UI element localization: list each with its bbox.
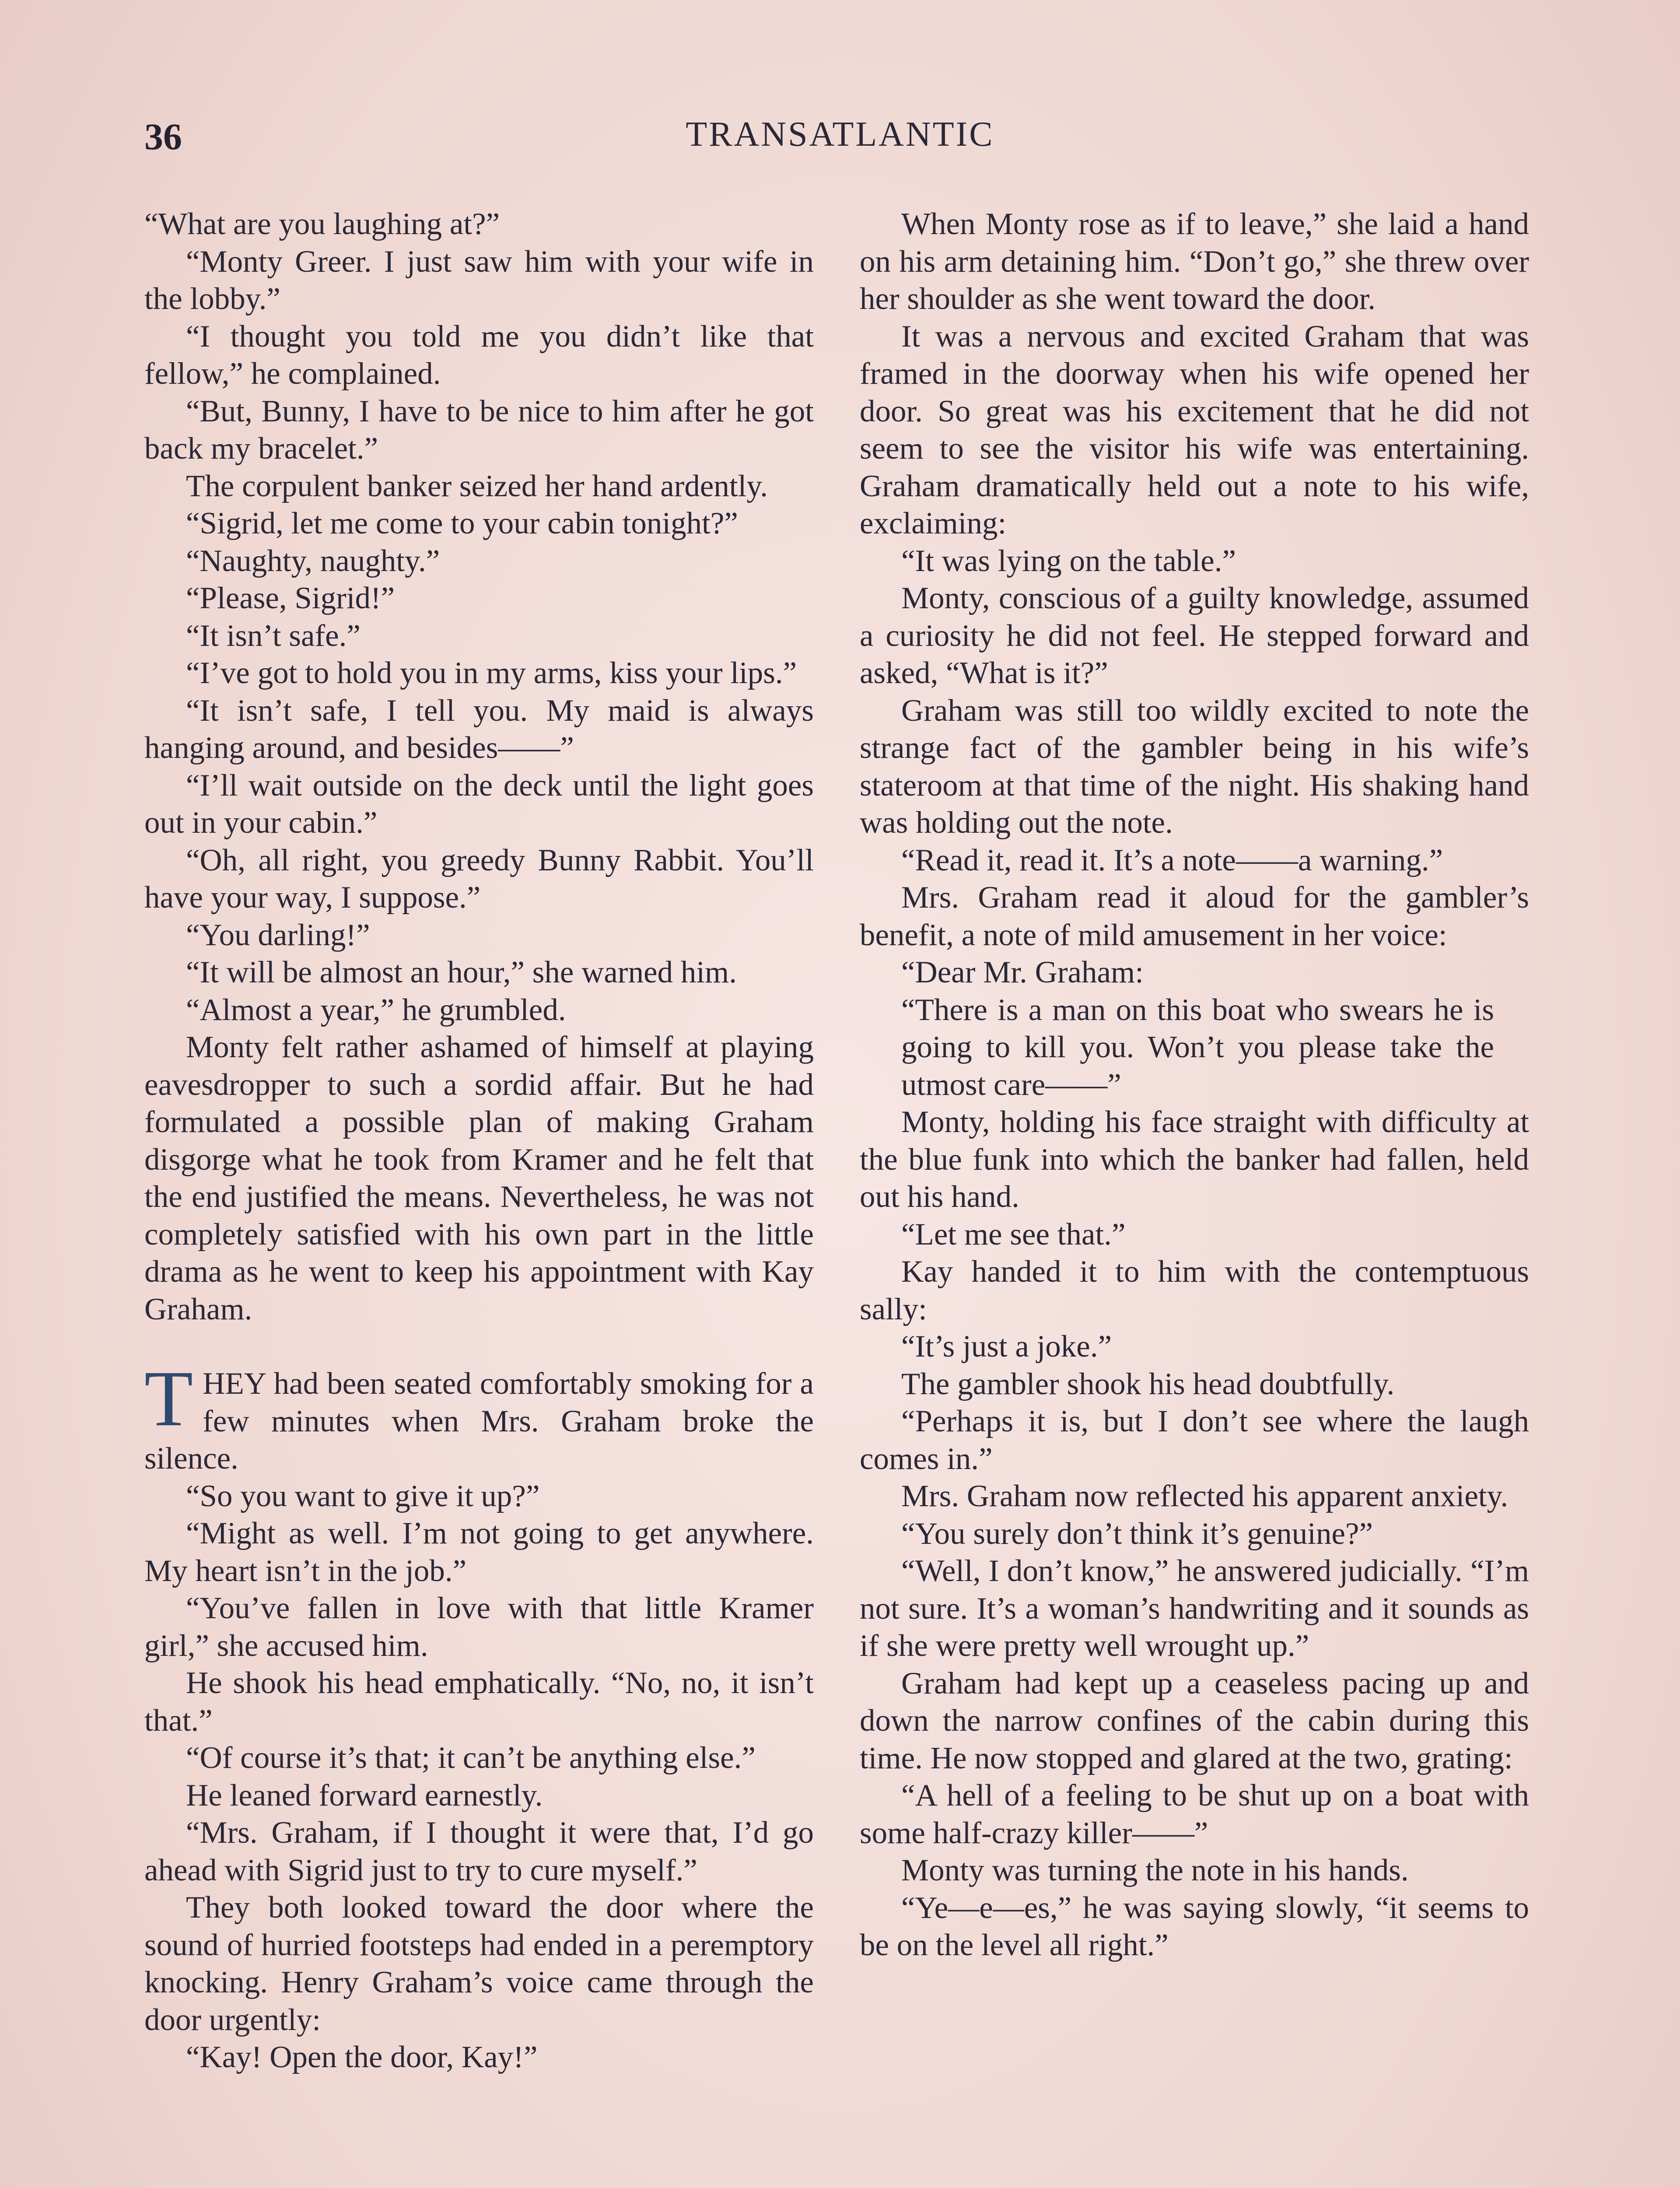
paragraph: When Monty rose as if to leave,” she laid a hand on his arm detaining him. “Don’t go,” she threw over her shoulder as she went toward the door.	[860, 207, 1529, 316]
paragraph: The corpulent banker seized her hand ardently.	[186, 469, 768, 503]
paragraph: Mrs. Graham read it aloud for the gambler’s benefit, a note of mild amusement in her voice:	[860, 880, 1529, 952]
paragraph: “So you want to give it up?”	[186, 1479, 540, 1513]
paragraph: “Let me see that.”	[901, 1217, 1126, 1252]
paragraph: “You darling!”	[186, 918, 370, 952]
paragraph: “Ye—e—es,” he was saying slowly, “it seems to be on the level all right.”	[860, 1890, 1529, 1962]
paragraph: He leaned forward earnestly.	[186, 1778, 543, 1813]
paragraph: “Naughty, naughty.”	[186, 543, 440, 578]
paragraph: “You surely don’t think it’s genuine?”	[901, 1516, 1373, 1551]
paragraph: “Of course it’s that; it can’t be anything else.”	[186, 1741, 756, 1775]
paragraph: Monty, conscious of a guilty knowledge, assumed a curiosity he did not feel. He stepped forward and asked, “What is it?”	[860, 581, 1529, 690]
paragraph: “Oh, all right, you greedy Bunny Rabbit. You’ll have your way, I suppose.”	[144, 843, 814, 915]
paragraph: “Monty Greer. I just saw him with your wife in the lobby.”	[144, 244, 814, 316]
paragraph: Graham was still too wildly excited to note the strange fact of the gambler being in his wife’s stateroom at that time of the night. His shaking hand was holding out the note.	[860, 693, 1529, 840]
paragraph: Monty felt rather ashamed of himself at playing eavesdropper to such a sordid affair. But he had formulated a possible plan of making Graham disgorge what he took from Kramer and he felt that the end justified the means. Nevertheless, he was not completely satisfied with his own part in the little drama as he went to keep his appointment with Kay Graham.	[144, 1030, 814, 1326]
section-opening-paragraph	[144, 1355, 814, 1478]
paragraph: Monty, holding his face straight with difficulty at the blue funk into which the banker had fallen, held out his hand.	[860, 1105, 1529, 1214]
paragraph: “But, Bunny, I have to be nice to him after he got back my bracelet.”	[144, 394, 814, 466]
paragraph: “It was lying on the table.”	[901, 543, 1236, 578]
paragraph: “Sigrid, let me come to your cabin tonight?”	[186, 506, 738, 540]
paragraph: “Well, I don’t know,” he answered judicially. “I’m not sure. It’s a woman’s handwriting and it sounds as if she were pretty well wrought up.”	[860, 1554, 1529, 1663]
paragraph: “Mrs. Graham, if I thought it were that, I’d go ahead with Sigrid just to try to cure myself.”	[144, 1816, 814, 1887]
paragraph: “It isn’t safe.”	[186, 618, 360, 653]
paragraph: “Please, Sigrid!”	[186, 581, 395, 615]
note-body: “There is a man on this boat who swears he is going to kill you. Won’t you please take the utmost care——”	[901, 992, 1494, 1102]
paragraph: “You’ve fallen in love with that little Kramer girl,” she accused him.	[144, 1591, 814, 1663]
running-title: TRANSATLANTIC	[686, 115, 994, 154]
paragraph: “Perhaps it is, but I don’t see where the laugh comes in.”	[860, 1404, 1529, 1476]
left-column	[144, 206, 814, 2076]
paragraph: “It’s just a joke.”	[901, 1329, 1112, 1364]
paragraph: “A hell of a feeling to be shut up on a boat with some half-crazy killer——”	[860, 1778, 1529, 1850]
paragraph: Mrs. Graham now reflected his apparent anxiety.	[901, 1479, 1508, 1513]
paragraph: The gambler shook his head doubtfully.	[901, 1367, 1395, 1401]
paragraph: “What are you laughing at?”	[144, 207, 500, 241]
paragraph: “I’ll wait outside on the deck until the light goes out in your cabin.”	[144, 768, 814, 840]
paragraph: Graham had kept up a ceaseless pacing up and down the narrow confines of the cabin during this time. He now stopped and glared at the two, grating:	[860, 1666, 1529, 1775]
paragraph: “Might as well. I’m not going to get anywhere. My heart isn’t in the job.”	[144, 1516, 814, 1588]
paragraph: Monty was turning the note in his hands.	[901, 1853, 1409, 1887]
paragraph: “It will be almost an hour,” she warned him.	[186, 955, 737, 989]
paragraph: “I’ve got to hold you in my arms, kiss your lips.”	[186, 656, 797, 690]
paragraph: “Kay! Open the door, Kay!”	[186, 2040, 538, 2074]
paragraph: “I thought you told me you didn’t like that fellow,” he complained.	[144, 319, 814, 391]
page-header	[144, 115, 1536, 163]
section-opening-text: HEY had been seated comfortably smoking for a few minutes when Mrs. Graham broke the silence.	[144, 1367, 814, 1476]
paragraph: They both looked toward the door where the sound of hurried footsteps had ended in a peremptory knocking. Henry Graham’s voice came through the door urgently:	[144, 1890, 814, 2037]
paragraph: “Almost a year,” he grumbled.	[186, 992, 566, 1027]
paragraph: He shook his head emphatically. “No, no, it isn’t that.”	[144, 1666, 814, 1738]
right-column	[860, 206, 1529, 1964]
drop-cap: T	[144, 1355, 193, 1443]
page-number: 36	[144, 116, 182, 158]
note-salutation: “Dear Mr. Graham:	[901, 955, 1144, 989]
paragraph: Kay handed it to him with the contemptuous sally:	[860, 1255, 1529, 1326]
paragraph: It was a nervous and excited Graham that was framed in the doorway when his wife opened her door. So great was his excitement that he did not seem to see the visitor his wife was entertaining. Graham dramatically held out a note to his wife, exclaiming:	[860, 319, 1529, 540]
paragraph: “Read it, read it. It’s a note——a warning.”	[901, 843, 1443, 877]
paragraph: “It isn’t safe, I tell you. My maid is always hanging around, and besides——”	[144, 693, 814, 765]
